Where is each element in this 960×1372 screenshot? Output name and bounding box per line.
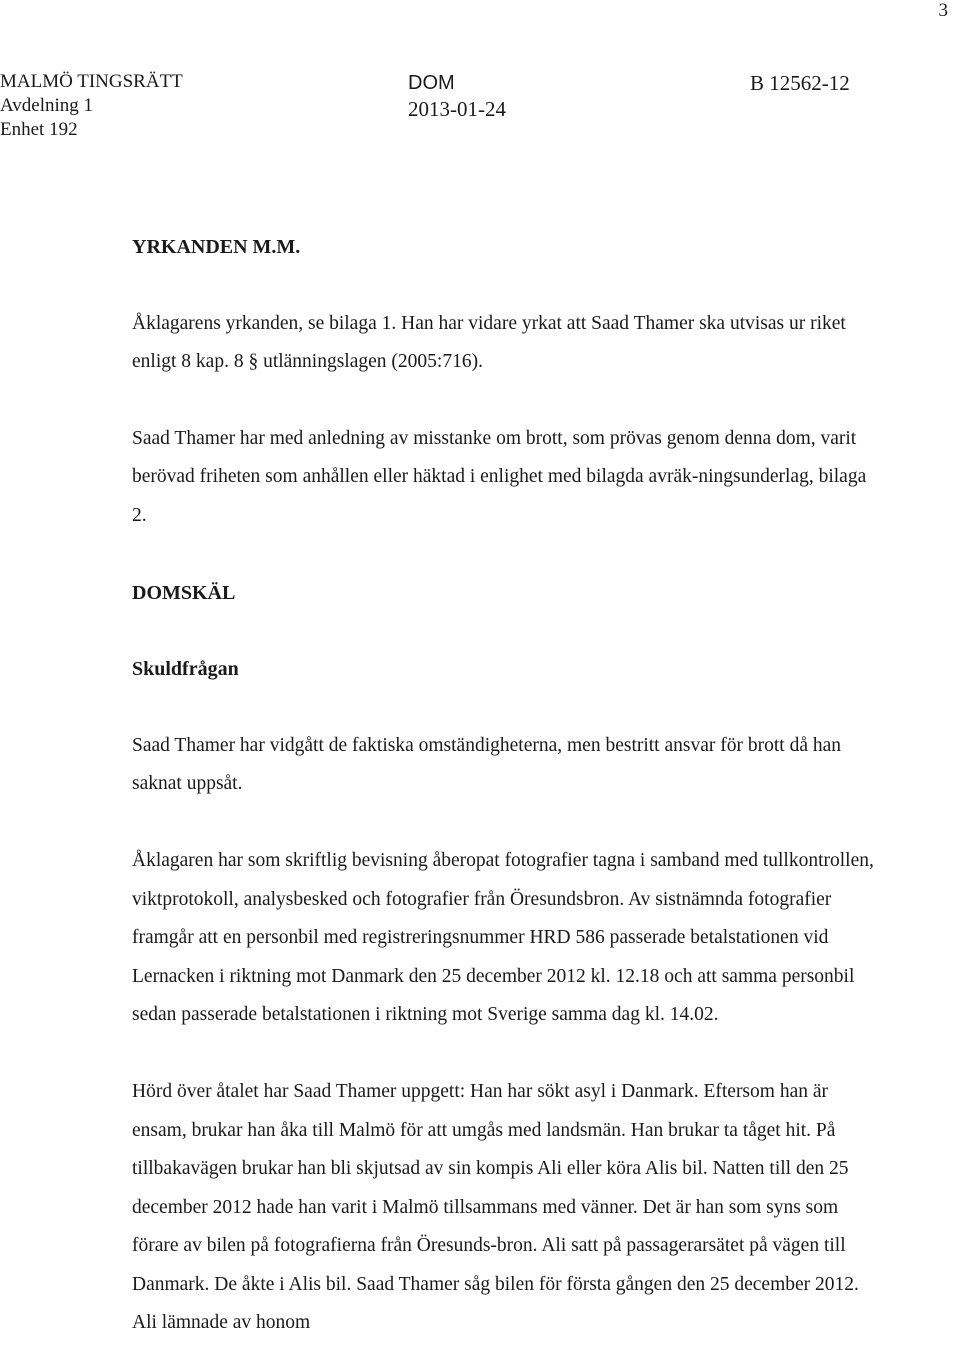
document-body: [132, 228, 877, 1343]
document-type: DOM: [408, 72, 455, 94]
paragraph-skuld-1: Saad Thamer har vidgått de faktiska omständigheterna, men bestritt ansvar för brott då han saknat uppsåt.: [132, 734, 841, 795]
heading-skuldfragan: Skuldfrågan: [132, 658, 239, 681]
court-info: [0, 70, 183, 142]
paragraph-skuld-3: Hörd över åtalet har Saad Thamer uppgett: Han har sökt asyl i Danmark. Eftersom han är ensam, brukar han åka till Malmö för att umgås med landsmän. Han brukar ta tåget hit. På tillbakavägen brukar han bli skjutsad av sin kompis Ali eller köra Alis bil. Natten till den 25 december 2012 hade han varit i Malmö tillsammans med vänner. Det är han som syns som förare av bilen på fotografierna från Öresunds-bron. Ali satt på passagerarsätet på vägen till Danmark. De åkte i Alis bil. Saad Thamer såg bilen för första gången den 25 december 2012. Ali lämnade av honom: [132, 1080, 859, 1334]
case-number: B 12562-12: [750, 71, 850, 95]
heading-yrkanden: YRKANDEN M.M.: [132, 236, 301, 258]
paragraph-skuld-2: Åklagaren har som skriftlig bevisning åberopat fotografier tagna i samband med tullkontrollen, viktprotokoll, analysbesked och fotografier från Öresundsbron. Av sistnämnda fotografier framgår att en personbil med registreringsnummer HRD 586 passerade betalstationen vid Lernacken i riktning mot Danmark den 25 december 2012 kl. 12.18 och att samma personbil sedan passerade betalstationen i riktning mot Sverige samma dag kl. 14.02.: [132, 849, 874, 1026]
heading-domskal: DOMSKÄL: [132, 581, 236, 604]
paragraph-yrkanden-1: Åklagarens yrkanden, se bilaga 1. Han har vidare yrkat att Saad Thamer ska utvisas ur riket enligt 8 kap. 8 § utlänningslagen (2005:716).: [132, 312, 846, 373]
unit: Enhet 192: [0, 119, 78, 140]
court-name: MALMÖ TINGSRÄTT: [0, 71, 183, 92]
department: Avdelning 1: [0, 95, 94, 116]
document-info: [408, 70, 506, 122]
document-date: 2013-01-24: [408, 97, 506, 121]
page-number: 3: [938, 0, 948, 21]
paragraph-yrkanden-2: Saad Thamer har med anledning av misstanke om brott, som prövas genom denna dom, varit berövad friheten som anhållen eller häktad i enlighet med bilagda avräk-ningsunderlag, bilaga 2.: [132, 427, 867, 526]
